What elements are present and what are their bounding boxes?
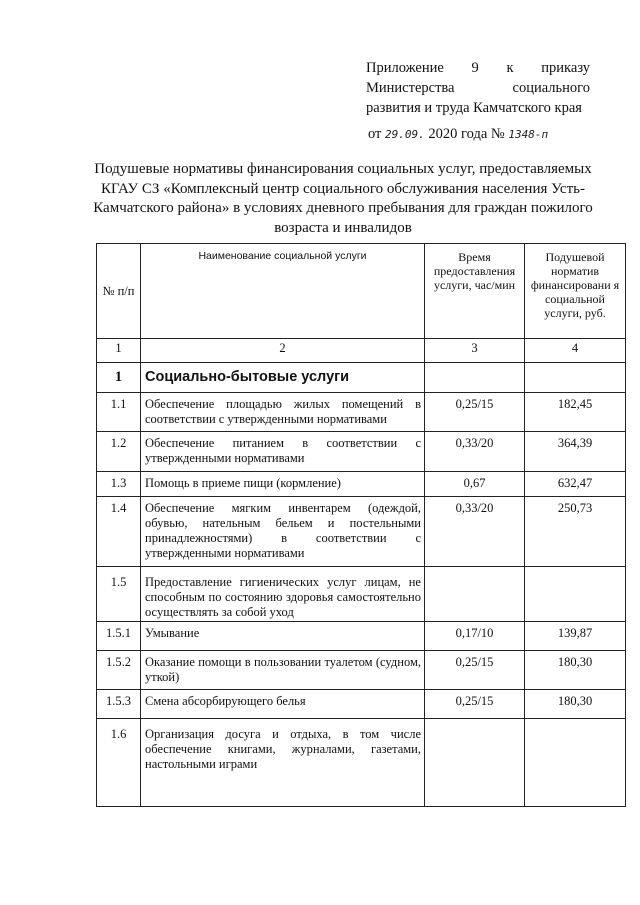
order-year: 2020 года № [428, 126, 505, 142]
row-name: Обеспечение питанием в соответствии с утвержденными нормативами [141, 432, 425, 472]
row-time: 0,25/15 [425, 651, 525, 690]
row-norm: 182,45 [525, 393, 626, 432]
appendix-line-1: Приложение 9 к приказу [366, 60, 590, 76]
section-name: Социально-бытовые услуги [141, 363, 425, 393]
appendix-line-2: Министерства социального [366, 80, 590, 96]
table-row [97, 690, 626, 719]
index-cell: 4 [525, 339, 626, 363]
table-row [97, 472, 626, 497]
row-num: 1.5.1 [97, 622, 141, 651]
row-num: 1.2 [97, 432, 141, 472]
services-table [96, 243, 626, 807]
row-num: 1.4 [97, 497, 141, 567]
row-time: 0,25/15 [425, 393, 525, 432]
row-num: 1.1 [97, 393, 141, 432]
row-name: Организация досуга и отдыха, в том числе обеспечение книгами, журналами, газетами, настольными играми [141, 719, 425, 807]
order-prefix: от [368, 126, 382, 142]
row-name: Обеспечение мягким инвентарем (одеждой, обувью, нательным бельем и постельными принадлежностями) в соответствии с утвержденными нормативами [141, 497, 425, 567]
order-date-handwritten: 29.09. [385, 128, 425, 141]
row-time: 0,25/15 [425, 690, 525, 719]
order-number-handwritten: 1348-п [508, 128, 549, 141]
row-norm: 632,47 [525, 472, 626, 497]
row-name: Оказание помощи в пользовании туалетом (судном, уткой) [141, 651, 425, 690]
row-norm: 180,30 [525, 690, 626, 719]
index-cell: 3 [425, 339, 525, 363]
row-name: Умывание [141, 622, 425, 651]
header-norm: Подушевой норматив финансировани я социальной услуги, руб. [525, 244, 626, 339]
row-name: Предоставление гигиенических услуг лицам, не способным по состоянию здоровья самостоятельно осуществлять за собой уход [141, 567, 425, 622]
index-cell: 1 [97, 339, 141, 363]
header-row [97, 244, 626, 339]
row-num: 1.6 [97, 719, 141, 807]
row-num: 1.5 [97, 567, 141, 622]
header-num: № п/п [97, 244, 141, 339]
row-name: Обеспечение площадью жилых помещений в соответствии с утвержденными нормативами [141, 393, 425, 432]
row-norm [525, 719, 626, 807]
row-num: 1.5.3 [97, 690, 141, 719]
row-time: 0,17/10 [425, 622, 525, 651]
row-time [425, 719, 525, 807]
appendix-line-3: развития и труда Камчатского края [366, 100, 582, 116]
table-row [97, 651, 626, 690]
row-name: Помощь в приеме пищи (кормление) [141, 472, 425, 497]
row-norm: 364,39 [525, 432, 626, 472]
row-time: 0,33/20 [425, 497, 525, 567]
table-row [97, 622, 626, 651]
table-row [97, 393, 626, 432]
row-norm: 250,73 [525, 497, 626, 567]
row-norm: 180,30 [525, 651, 626, 690]
empty-cell [425, 363, 525, 393]
section-num: 1 [97, 363, 141, 393]
header-name: Наименование социальной услуги [141, 244, 425, 339]
row-time: 0,33/20 [425, 432, 525, 472]
table-row [97, 719, 626, 807]
row-norm [525, 567, 626, 622]
row-num: 1.5.2 [97, 651, 141, 690]
document-title: Подушевые нормативы финансирования социальных услуг, предоставляемых КГАУ СЗ «Комплексный центр социального обслуживания населения Усть-Камчатского района» в условиях дневного пребывания для граждан пожилого возраста и инвалидов [93, 161, 593, 236]
row-time [425, 567, 525, 622]
appendix-block [366, 58, 590, 118]
index-cell: 2 [141, 339, 425, 363]
row-time: 0,67 [425, 472, 525, 497]
row-name: Смена абсорбирующего белья [141, 690, 425, 719]
table-row [97, 567, 626, 622]
header-time: Время предоставления услуги, час/мин [425, 244, 525, 339]
index-row [97, 339, 626, 363]
empty-cell [525, 363, 626, 393]
row-norm: 139,87 [525, 622, 626, 651]
table-row [97, 432, 626, 472]
table-row [97, 497, 626, 567]
order-date-line [368, 126, 548, 143]
row-num: 1.3 [97, 472, 141, 497]
section-row [97, 363, 626, 393]
